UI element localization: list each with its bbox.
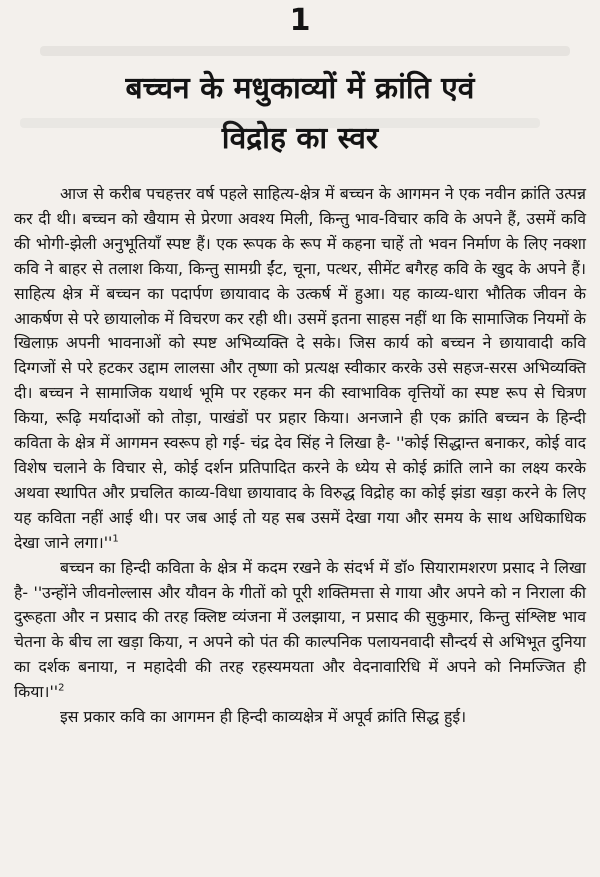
footnote-ref: 2: [58, 682, 65, 694]
paragraph-3: [14, 705, 586, 730]
chapter-title: [14, 64, 586, 164]
footnote-ref: 1: [112, 533, 119, 545]
paragraph-text: बच्चन का हिन्दी कविता के क्षेत्र में कदम रखने के संदर्भ में डॉ० सियारामशरण प्रसाद ने लिखा है- ''उन्होंने जीवनोल्लास और यौवन के गीतों को पूरी शक्तिमत्ता से गाया और अपने को न निराला की दुरूहता और न प्रसाद की तरह क्लिष्ट व्यंजना में उलझाया, न प्रसाद की सुकुमार, किन्तु संश्लिष्ट भाव चेतना के बीच ला खड़ा किया, न अपने को पंत की काल्पनिक पलायनवादी सौन्दर्य से अभिभूत दुनिया का दर्शक बनाया, न महादेवी की तरह रहस्यमयता और वेदनावारिधि में अपने को निमज्जित ही किया।'': [14, 557, 586, 702]
paragraph-text: आज से करीब पचहत्तर वर्ष पहले साहित्य-क्षेत्र में बच्चन के आगमन ने एक नवीन क्रांति उत्पन्न कर दी थी। बच्चन को खैयाम से प्रेरणा अवश्य मिली, किन्तु भाव-विचार कवि के अपने हैं, उसमें कवि की भोगी-झेली अनुभूतियाँ स्पष्ट हैं। एक रूपक के रूप में कहना चाहें तो भवन निर्माण के लिए नक्शा कवि ने बाहर से तलाश किया, किन्तु सामग्री ईंट, चूना, पत्थर, सीमेंट बगैरह कवि के खुद के अपने हैं। साहित्य क्षेत्र में बच्चन का पदार्पण छायावाद के उत्कर्ष में हुआ। यह काव्य-धारा भौतिक जीवन के आकर्षण से परे छायालोक में विचरण कर रही थी। उसमें इतना साहस नहीं था कि सामाजिक नियमों के खिलाफ़ अपनी भावनाओं को स्पष्ट अभिव्यक्ति दे सके। जिस कार्य को बच्चन ने छायावादी कवि दिग्गजों से परे हटकर उद्दाम लालसा और तृष्णा को प्रत्यक्ष स्वीकार करके उसे सहज-सरस अभिव्यक्ति दी। बच्चन ने सामाजिक यथार्थ भूमि पर रहकर मन की स्वाभाविक वृत्तियों का स्पष्ट रूप से चित्रण किया, रूढ़ि मर्यादाओं को तोड़ा, पाखंडों पर प्रहार किया। अनजाने ही एक क्रांति बच्चन के हिन्दी कविता के क्षेत्र में आगमन स्वरूप हो गई- चंद्र देव सिंह ने लिखा है- ''कोई सिद्धान्त बनाकर, कोई वाद विशेष चलाने के विचार से, कोई दर्शन प्रतिपादित करने के ध्येय से कोई क्रांति लाने का लक्ष्य करके अथवा स्थापित और प्रचलित काव्य-विधा छायावाद के विरुद्ध विद्रोह का कोई झंडा खड़ा करने के लिए यह कविता नहीं आई थी। पर जब आई तो यह सब उसमें देखा गया और समय के साथ अधिकाधिक देखा जाने लगा।'': [14, 184, 586, 552]
paragraph-2: [14, 556, 586, 705]
bleed-through-mark: [40, 46, 570, 56]
paragraph-1: [14, 182, 586, 556]
bleed-through-mark: [20, 118, 540, 128]
chapter-number: 1: [289, 3, 311, 38]
chapter-title-line-2: विद्रोह का स्वर: [221, 121, 379, 156]
body-text: [14, 182, 586, 730]
paragraph-text: इस प्रकार कवि का आगमन ही हिन्दी काव्यक्षेत्र में अपूर्व क्रांति सिद्ध हुई।: [60, 707, 467, 727]
chapter-title-line-1: बच्चन के मधुकाव्यों में क्रांति एवं: [125, 71, 475, 106]
